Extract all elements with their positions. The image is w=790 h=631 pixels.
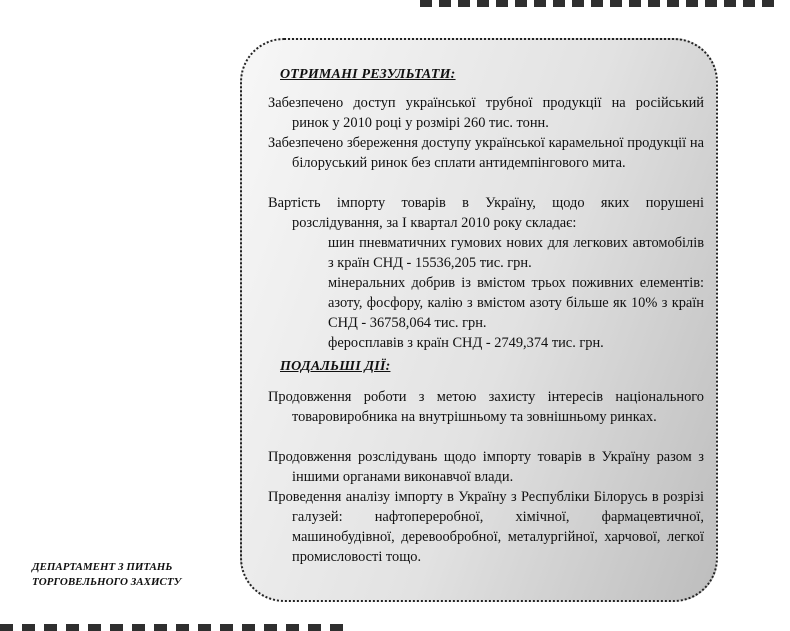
dash-segment (724, 0, 736, 7)
dash-segment (176, 624, 189, 631)
next-steps-heading: ПОДАЛЬШІ ДІЇ: (280, 359, 391, 374)
dash-segment (132, 624, 145, 631)
results-heading: ОТРИМАНІ РЕЗУЛЬТАТИ: (280, 67, 456, 82)
dash-segment (458, 0, 470, 7)
department-line-1: ДЕПАРТАМЕНТ З ПИТАНЬ (32, 561, 173, 573)
dash-segment (22, 624, 35, 631)
dash-segment (553, 0, 565, 7)
dash-segment (610, 0, 622, 7)
dash-segment (88, 624, 101, 631)
dash-segment (572, 0, 584, 7)
top-decorative-dashes (420, 0, 774, 7)
dash-segment (110, 624, 123, 631)
next-step-protection: Продовження роботи з метою захисту інтересів національного товаровиробника на внутрішньому та зовнішньому ринках. (268, 389, 704, 425)
dash-segment (44, 624, 57, 631)
import-item-tires: шин пневматичних гумових нових для легкових автомобілів з країн СНД - 15536,205 тис. грн. (328, 235, 704, 271)
dash-segment (286, 624, 299, 631)
dash-segment (198, 624, 211, 631)
department-caption (32, 560, 181, 590)
dash-segment (477, 0, 489, 7)
next-step-investigations: Продовження розслідувань щодо імпорту товарів в Україну разом з іншими органами виконавчої влади. (268, 449, 704, 485)
bottom-decorative-dashes (0, 624, 343, 631)
dash-segment (242, 624, 255, 631)
dash-segment (220, 624, 233, 631)
result-item-caramel: Забезпечено збереження доступу української карамельної продукції на білоруський ринок без сплати антидемпінгового мита. (268, 135, 704, 171)
dash-segment (496, 0, 508, 7)
department-line-2: ТОРГОВЕЛЬНОГО ЗАХИСТУ (32, 576, 182, 588)
dash-segment (591, 0, 603, 7)
dash-segment (667, 0, 679, 7)
dash-segment (154, 624, 167, 631)
dash-segment (762, 0, 774, 7)
dash-segment (330, 624, 343, 631)
import-item-ferroalloys: феросплавів з країн СНД - 2749,374 тис. грн. (328, 335, 604, 351)
dash-segment (515, 0, 527, 7)
dash-segment (0, 624, 13, 631)
dash-segment (308, 624, 321, 631)
dash-segment (439, 0, 451, 7)
dash-segment (534, 0, 546, 7)
dash-segment (743, 0, 755, 7)
dash-segment (420, 0, 432, 7)
result-item-pipes: Забезпечено доступ української трубної продукції на російський ринок у 2010 році у розмірі 260 тис. тонн. (268, 95, 704, 131)
import-item-fertilizers: мінеральних добрив із вмістом трьох поживних елементів: азоту, фосфору, калію з вмістом азоту більше як 10% з країн СНД - 36758,064 тис. грн. (328, 275, 704, 331)
dash-segment (264, 624, 277, 631)
dash-segment (629, 0, 641, 7)
result-item-import-value: Вартість імпорту товарів в Україну, щодо яких порушені розслідування, за І квартал 2010 року складає: (268, 195, 704, 231)
dash-segment (686, 0, 698, 7)
dash-segment (648, 0, 660, 7)
next-step-analysis: Проведення аналізу імпорту в Україну з Республіки Білорусь в розрізі галузей: нафтопереробної, хімічної, фармацевтичної, машинобудівної, деревообробної, металургійної, харчової, легкої промисловості тощо. (268, 489, 704, 565)
dash-segment (705, 0, 717, 7)
dash-segment (66, 624, 79, 631)
